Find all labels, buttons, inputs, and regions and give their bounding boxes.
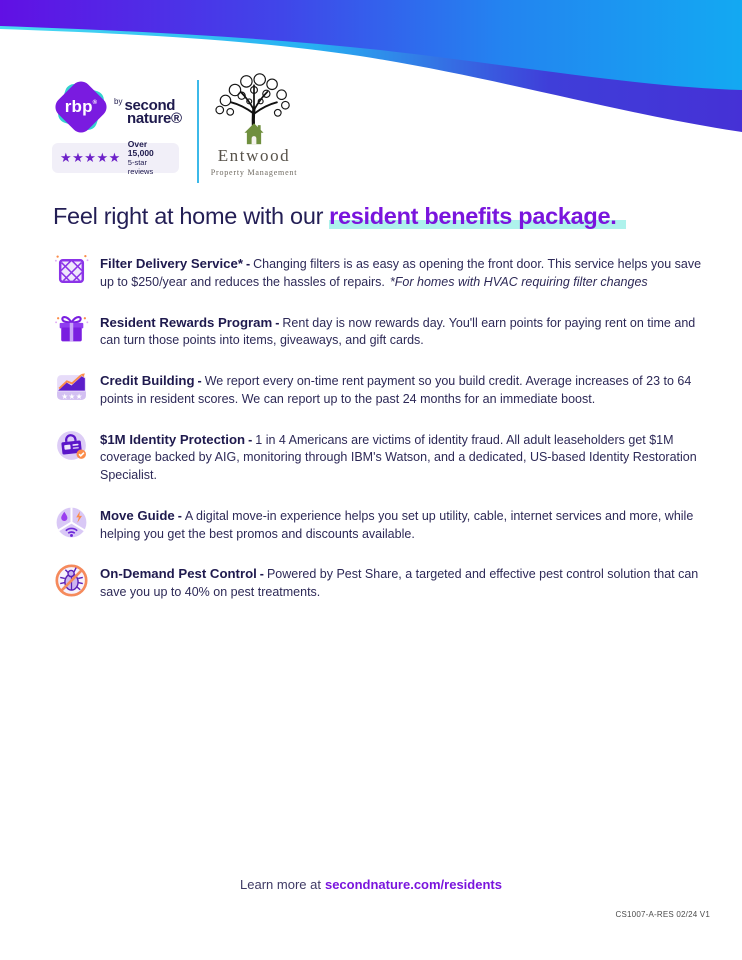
- svg-text:★: ★: [61, 391, 69, 401]
- rbp-second-nature-logo: [52, 78, 187, 140]
- reviews-count: Over 15,000: [127, 139, 154, 158]
- benefit-desc: 1 in 4 Americans are victims of identity fraud. All adult leaseholders get $1M coverage backed by AIG, monitoring through IBM's Watson, and a dedicated, US-based Identity Restoration Specialist.: [100, 432, 697, 482]
- no-pest-icon: [53, 562, 90, 599]
- benefit-footnote: *For homes with HVAC requiring filter changes: [389, 274, 648, 289]
- benefit-credit-building: ★ ★ ★ Credit Building - We report every on-time rent payment so you build credit. Average increases of 23 to 64 points in resident scores. We can report up to the past 24 months for an immediate boost.: [53, 369, 703, 409]
- benefit-desc: We report every on-time rent payment so you build credit. Average increases of 23 to 64 points in resident scores. We can report up to the past 24 months for an immediate boost.: [100, 374, 692, 406]
- credit-chart-icon: [53, 369, 90, 406]
- partner-logo: [204, 70, 304, 177]
- partner-name: Entwood: [217, 146, 291, 165]
- rbp-wordmark: rbp ®: [64, 97, 98, 116]
- svg-text:★: ★: [68, 391, 76, 401]
- logo-divider: [197, 80, 199, 183]
- page-title: [53, 203, 626, 230]
- second-nature-wordmark: [114, 95, 182, 125]
- benefit-pest-control: On-Demand Pest Control - Powered by Pest Share, a targeted and effective pest control solution that can save you up to 40% on pest treatments.: [53, 562, 703, 602]
- entwood-tree-logo: [206, 70, 302, 148]
- filter-icon: [53, 252, 90, 289]
- five-stars-icon: ★★★★★: [60, 150, 121, 166]
- gift-icon: [53, 311, 90, 348]
- benefit-title: Resident Rewards Program: [100, 314, 273, 330]
- benefit-move-guide: Move Guide - A digital move-in experience helps you set up utility, cable, internet services and more, while helping you get the best promos and discounts available.: [53, 504, 703, 544]
- benefit-identity-protection: $1M Identity Protection - 1 in 4 Americans are victims of identity fraud. All adult leaseholders get $1M coverage backed by AIG, monitoring through IBM's Watson, and a dedicated, US-based Identity Restoration Specialist.: [53, 428, 703, 485]
- document-code: CS1007-A-RES 02/24 V1: [615, 910, 710, 919]
- reviews-badge: [52, 139, 179, 176]
- footer: [0, 877, 742, 892]
- partner-tagline: Property Management: [210, 168, 298, 177]
- rbp-diamond-logo: [52, 78, 110, 136]
- headline-highlight: resident benefits package.: [329, 203, 625, 229]
- footer-text: Learn more at: [240, 877, 321, 892]
- benefits-list: [53, 252, 703, 602]
- identity-card-lock-icon: [53, 428, 90, 465]
- benefit-title: Filter Delivery Service*: [100, 256, 243, 271]
- benefit-desc: Powered by Pest Share, a targeted and effective pest control solution that can save you up to 40% on pest treatments.: [100, 567, 699, 599]
- utilities-icon: [53, 504, 90, 541]
- brand-line2: nature®: [127, 110, 182, 127]
- byline-by: by: [114, 97, 123, 106]
- footer-link[interactable]: secondnature.com/residents: [324, 877, 502, 892]
- brand-line1: second: [124, 97, 176, 114]
- benefit-title: $1M Identity Protection: [100, 431, 246, 447]
- benefit-title: Credit Building: [100, 373, 195, 388]
- benefit-desc: Rent day is now rewards day. You'll earn points for paying rent on time and can turn those points into items, giveaways, and gift cards.: [100, 315, 696, 348]
- entwood-house-icon: [244, 123, 263, 144]
- svg-text:★: ★: [75, 391, 83, 401]
- benefit-filter-delivery: Filter Delivery Service* - Changing filters is as easy as opening the front door. This service helps you save up to $250/year and reduces the hassles of repairs. *For homes with HVAC requiring filter changes: [53, 252, 703, 292]
- benefit-title: Move Guide: [100, 507, 175, 523]
- benefit-title: On-Demand Pest Control: [100, 566, 257, 582]
- benefit-resident-rewards: Resident Rewards Program - Rent day is now rewards day. You'll earn points for paying rent on time and can turn those points into items, giveaways, and gift cards.: [53, 311, 703, 351]
- benefit-desc: Changing filters is as easy as opening the front door. This service helps you save up to $250/year and reduces the hassles of repairs.: [100, 257, 702, 289]
- reviews-caption: 5-star reviews: [127, 158, 154, 176]
- benefit-desc: A digital move-in experience helps you set up utility, cable, internet services and more, while helping you get the best promos and discounts available.: [100, 508, 694, 541]
- headline-prefix: Feel right at home with our: [53, 203, 324, 229]
